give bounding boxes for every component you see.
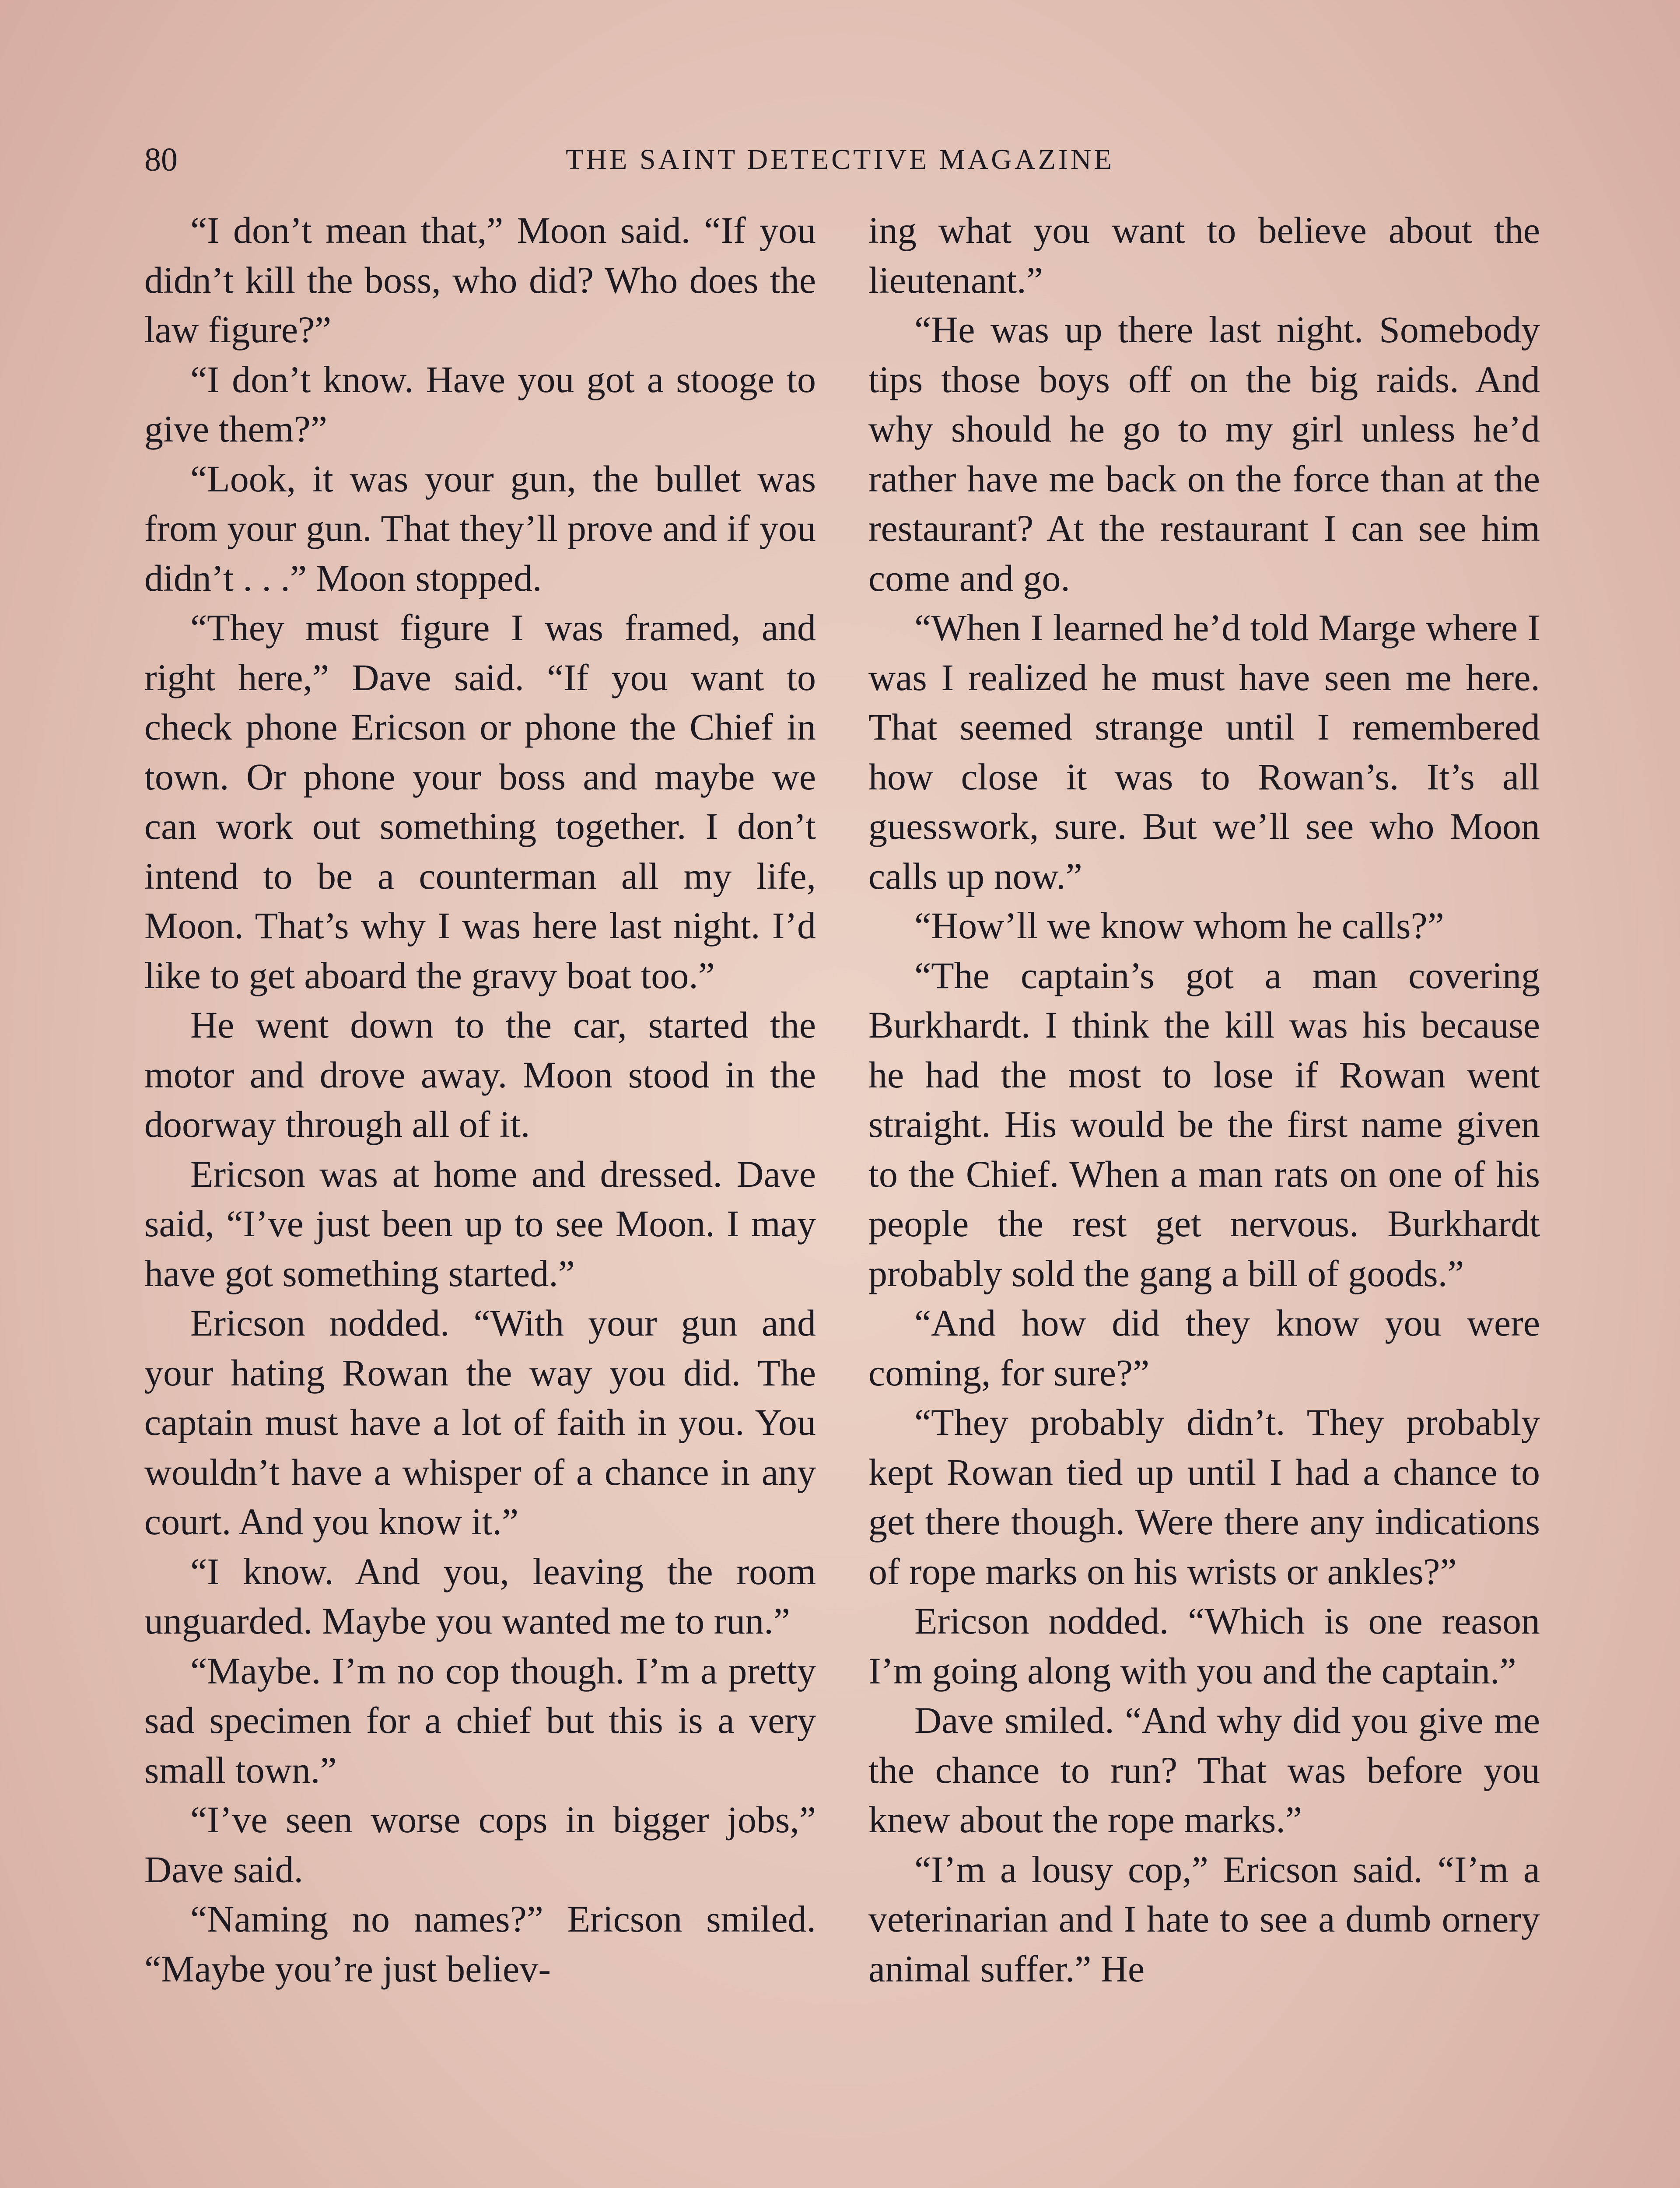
paragraph: “They must figure I was framed, and right here,” Dave said. “If you want to check phone Ericson or phone the Chief in town. Or phone your boss and maybe we can work out something together. I don’t intend to be a counterman all my life, Moon. That’s why I was here last night. I’d like to get aboard the gravy boat too.” [144,607,816,996]
paragraph: Ericson was at home and dressed. Dave said, “I’ve just been up to see Moon. I may have got something started.” [144,1153,816,1294]
paragraph: “Look, it was your gun, the bullet was from your gun. That they’ll prove and if you didn’t . . .” Moon stopped. [144,457,816,599]
paragraph: “I don’t mean that,” Moon said. “If you didn’t kill the boss, who did? Who does the law figure?” [144,209,816,351]
paragraph: “Naming no names?” Ericson smiled. “Maybe you’re just believ- [144,1898,816,1990]
paragraph: “Maybe. I’m no cop though. I’m a pretty sad specimen for a chief but this is a very small town.” [144,1649,816,1791]
paragraph: Dave smiled. “And why did you give me the chance to run? That was before you knew about the rope marks.” [868,1699,1540,1841]
paragraph: “They probably didn’t. They probably kept Rowan tied up until I had a chance to get there though. Were there any indications of rope marks on his wrists or ankles?” [868,1401,1540,1592]
paragraph: “I don’t know. Have you got a stooge to give them?” [144,358,816,450]
paragraph: “I know. And you, leaving the room unguarded. Maybe you wanted me to run.” [144,1550,816,1642]
left-text-column [144,206,816,1994]
paragraph: Ericson nodded. “With your gun and your hating Rowan the way you did. The captain must have a lot of faith in you. You wouldn’t have a whisper of a chance in any court. And you know it.” [144,1302,816,1543]
paragraph-continued: ing what you want to believe about the lieutenant.” [868,209,1540,301]
running-header [144,131,1536,188]
paragraph: “He was up there last night. Somebody tips those boys off on the big raids. And why should he go to my girl unless he’d rather have me back on the force than at the restaurant? At the restaurant I can see him come and go. [868,309,1540,599]
paragraph: “When I learned he’d told Marge where I was I realized he must have seen me here. That seemed strange until I remembered how close it was to Rowan’s. It’s all guesswork, sure. But we’ll see who Moon calls up now.” [868,607,1540,897]
right-text-column [868,206,1540,1994]
paragraph: “How’ll we know whom he calls?” [914,905,1444,947]
paragraph: “The captain’s got a man covering Burkhardt. I think the kill was his because he had the most to lose if Rowan went straight. His would be the first name given to the Chief. When a man rats on one of his people the rest get nervous. Burkhardt probably sold the gang a bill of goods.” [868,954,1540,1294]
paragraph: “And how did they know you were coming, for sure?” [868,1302,1540,1394]
paragraph: Ericson nodded. “Which is one reason I’m going along with you and the captain.” [868,1600,1540,1692]
paragraph: “I’m a lousy cop,” Ericson said. “I’m a veterinarian and I hate to see a dumb ornery animal suffer.” He [868,1848,1540,1990]
paragraph: “I’ve seen worse cops in bigger jobs,” Dave said. [144,1799,816,1890]
page-number: 80 [144,141,178,178]
magazine-title: THE SAINT DETECTIVE MAGAZINE [566,144,1114,175]
paragraph: He went down to the car, started the motor and drove away. Moon stood in the doorway through all of it. [144,1004,816,1145]
